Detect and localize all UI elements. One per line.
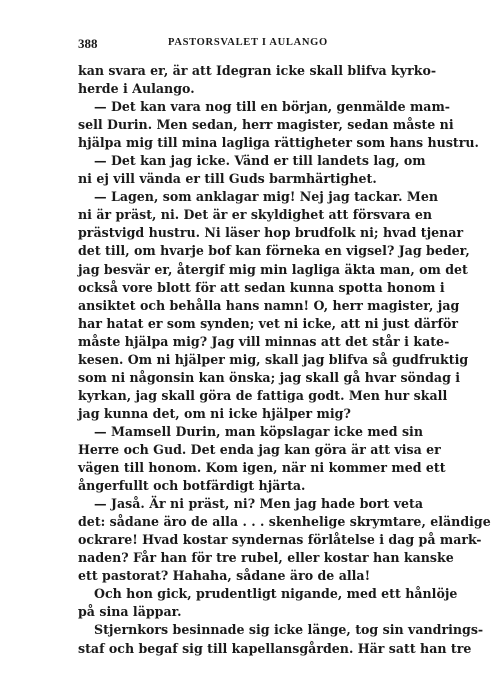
text-line: — Jaså. Är ni präst, ni? Men jag hade bort veta xyxy=(94,496,423,512)
text-line: Stjernkors besinnade sig icke länge, tog sin vandrings- xyxy=(94,622,484,638)
text-line: herde i Aulango. xyxy=(78,81,195,97)
text-line: det till, om hvarje bof kan förneka en vigsel? Jag beder, xyxy=(78,243,470,259)
page-header xyxy=(78,36,422,54)
text-line: prästvigd hustru. Ni läser hop brudfolk ni; hvad tjenar xyxy=(78,225,464,241)
text-line: — Det kan vara nog till en början, genmälde mam- xyxy=(94,99,451,115)
text-line: ni ej vill vända er till Guds barmhärtighet. xyxy=(78,171,377,187)
text-line: ansiktet och behålla hans namn! O, herr magister, jag xyxy=(78,297,460,313)
text-line: kyrkan, jag skall göra de fattiga godt. Men hur skall xyxy=(78,387,448,403)
running-title: PASTORSVALET I AULANGO xyxy=(168,37,328,48)
text-line: som ni någonsin kan önska; jag skall gå hvar söndag i xyxy=(78,369,461,385)
text-line: jag besvär er, återgif mig min lagliga äkta man, om det xyxy=(78,261,468,277)
text-line: ett pastorat? Hahaha, sådane äro de alla! xyxy=(78,568,371,584)
text-line: på sina läppar. xyxy=(78,604,182,620)
text-line: det: sådane äro de alla . . . skenhelige skrymtare, eländige xyxy=(78,514,491,530)
text-line: också vore blott för att sedan kunna spotta honom i xyxy=(78,279,445,295)
text-line: kesen. Om ni hjälper mig, skall jag blifva så gudfruktig xyxy=(78,351,469,367)
text-line: hjälpa mig till mina lagliga rättigheter som hans hustru. xyxy=(78,135,479,151)
text-line: — Det kan jag icke. Vänd er till landets lag, om xyxy=(94,153,426,169)
text-line: naden? Får han för tre rubel, eller kostar han kanske xyxy=(78,550,454,566)
text-line: staf och begaf sig till kapellansgården. Här satt han tre xyxy=(78,640,472,656)
text-line: jag kunna det, om ni icke hjälper mig? xyxy=(78,405,351,421)
text-line: ni är präst, ni. Det är er skyldighet att försvara en xyxy=(78,207,433,223)
text-line: ångerfullt och botfärdigt hjärta. xyxy=(78,478,306,494)
text-line: Och hon gick, prudentligt nigande, med ett hånlöje xyxy=(94,586,458,602)
body-text xyxy=(78,62,491,658)
text-line: — Mamsell Durin, man köpslagar icke med sin xyxy=(94,423,423,439)
page-number: 388 xyxy=(78,36,98,51)
text-line: har hatat er som synden; vet ni icke, att ni just därför xyxy=(78,315,459,331)
text-line: ockrare! Hvad kostar syndernas förlåtelse i dag på mark- xyxy=(78,532,482,548)
text-line: sell Durin. Men sedan, herr magister, sedan måste ni xyxy=(78,117,454,133)
text-line: måste hjälpa mig? Jag vill minnas att det står i kate- xyxy=(78,333,450,349)
text-line: kan svara er, är att Idegran icke skall blifva kyrko- xyxy=(78,63,437,78)
text-line: Herre och Gud. Det enda jag kan göra är att visa er xyxy=(78,441,441,457)
text-line: vägen till honom. Kom igen, när ni kommer med ett xyxy=(78,460,446,476)
text-line: — Lagen, som anklagar mig! Nej jag tackar. Men xyxy=(94,189,438,205)
